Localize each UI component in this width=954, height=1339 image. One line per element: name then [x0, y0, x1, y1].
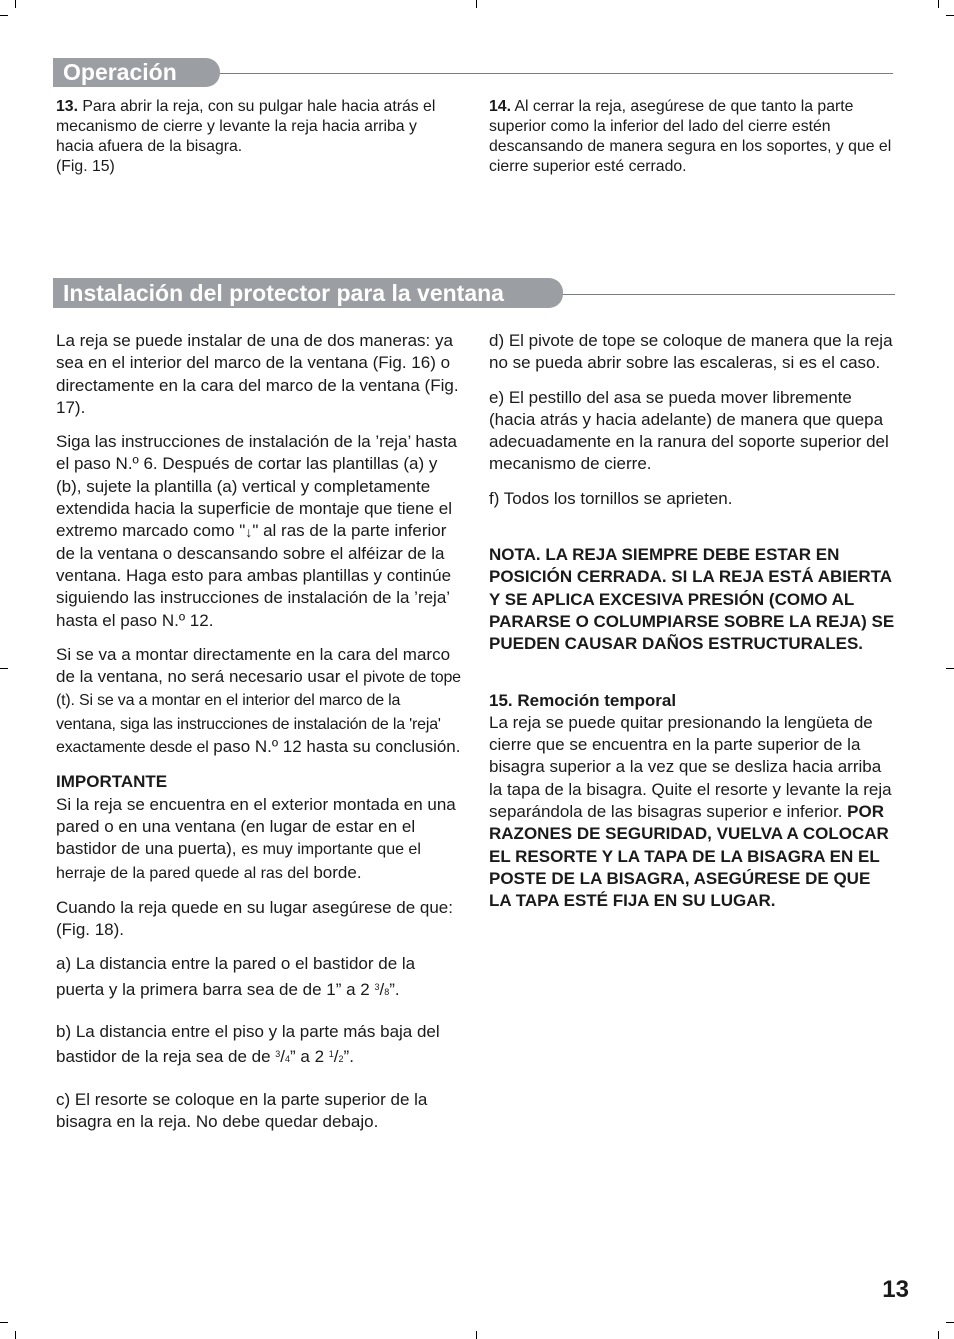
arrow-down-icon: ↓ — [245, 524, 253, 541]
paragraph: Cuando la reja quede en su lugar asegúrese de que: (Fig. 18). — [56, 897, 453, 940]
checklist-item-f: f) Todos los tornillos se aprieten. — [489, 488, 733, 508]
paragraph: Siga las instrucciones de instalación de la ’reja’ hasta el paso N.º 6. Después de cortar las plantillas (a) y (b), sujete la plantilla (a) vertical y completamente extendida hacia la superficie de montaje que tiene el extremo marcado como "↓" al ras de la parte inferior de la ventana o descansando sobre el alféizar de la ventana. Haga esto para ambas plantillas y continúe siguiendo las instrucciones de instalación de la ’reja’ hasta el paso N.º 12. — [56, 432, 457, 630]
step-15-heading: 15. Remoción temporal — [489, 690, 677, 710]
figure-ref: (Fig. 15) — [56, 158, 115, 175]
checklist-item-d: d) El pivote de tope se coloque de manera que la reja no se pueda abrir sobre las escaleras, si es el caso. — [489, 331, 893, 373]
crop-mark — [946, 15, 954, 16]
crop-mark — [0, 15, 8, 16]
section-title-instalacion: Instalación del protector para la ventana — [53, 278, 563, 308]
section-rule — [220, 73, 893, 74]
step-13 — [56, 97, 456, 177]
crop-mark — [946, 1322, 954, 1323]
step-number: 13. — [56, 98, 78, 115]
crop-mark — [476, 1331, 477, 1339]
important-note: IMPORTANTE Si la reja se encuentra en el exterior montada en una pared o en una ventana (en lugar de estar en el bastidor de una puerta), es muy importante que el herraje de la pared quede al ras del borde. — [56, 772, 456, 882]
checklist-item-b: b) La distancia entre el piso y la parte más baja del bastidor de la reja sea de de $^3$/4” a 2 $^1$/2”. — [56, 1022, 440, 1067]
crop-mark — [15, 0, 16, 8]
crop-mark — [0, 1322, 8, 1323]
section-title-operacion: Operación — [53, 58, 220, 87]
crop-mark — [938, 1331, 939, 1339]
crop-mark — [476, 0, 477, 8]
right-column — [489, 330, 897, 925]
step-15: 15. Remoción temporal La reja se puede quitar presionando la lengüeta de cierre que se encuentra en la parte superior de la bisagra superior a la vez que se desliza hacia arriba la tapa de la bisagra. Quite el resorte y levante la reja separándola de las bisagras superior e inferior. POR RAZONES DE SEGURIDAD, VUELVA A COLOCAR EL RESORTE Y LA TAPA DE LA BISAGRA EN EL POSTE DE LA BISAGRA, ASEGÚRESE DE QUE LA TAPA ESTÉ FIJA EN SU LUGAR. — [489, 690, 892, 911]
step-number: 14. — [489, 98, 511, 115]
warning-note: NOTA. LA REJA SIEMPRE DEBE ESTAR EN POSICIÓN CERRADA. SI LA REJA ESTÁ ABIERTA Y SE APLICA EXCESIVA PRESIÓN (COMO AL PARARSE O COLUMPIARSE SOBRE LA REJA) SE PUEDEN CAUSAR DAÑOS ESTRUCTURALES. — [489, 545, 895, 654]
step-14 — [489, 97, 894, 177]
paragraph: La reja se puede instalar de una de dos maneras: ya sea en el interior del marco de la ventana (Fig. 16) o directamente en la cara del marco de la ventana (Fig. 17). — [56, 331, 459, 417]
paragraph: Si se va a montar directamente en la cara del marco de la ventana, no será necesario usar el pivote de tope (t). Si se va a montar en el interior del marco de la ventana, siga las instrucciones de instalación de la 'reja' exactamente desde el paso N.º 12 hasta su conclusión. — [56, 644, 461, 757]
important-heading: IMPORTANTE — [56, 772, 168, 792]
section-rule — [563, 294, 895, 295]
crop-mark — [0, 668, 8, 669]
left-column — [56, 330, 464, 1145]
crop-mark — [938, 0, 939, 8]
page-number: 13 — [882, 1276, 909, 1303]
checklist-item-c: c) El resorte se coloque en la parte superior de la bisagra en la reja. No debe quedar debajo. — [56, 1089, 428, 1131]
checklist-item-a: a) La distancia entre la pared o el bastidor de la puerta y la primera barra sea de de 1” a 2 $^3$/8”. — [56, 954, 416, 999]
step-text: Al cerrar la reja, asegúrese de que tanto la parte superior como la inferior del lado del cierre estén descansando de manera segura en los soportes, y que el cierre superior esté cerrado. — [489, 98, 892, 175]
crop-mark — [15, 1331, 16, 1339]
step-text: Para abrir la reja, con su pulgar hale hacia atrás el mecanismo de cierre y levante la reja hacia arriba y hacia afuera de la bisagra. — [56, 98, 436, 155]
checklist-item-e: e) El pestillo del asa se pueda mover libremente (hacia atrás y hacia adelante) de manera que quepa adecuadamente en la ranura del soporte superior del mecanismo de cierre. — [489, 387, 889, 474]
crop-mark — [946, 668, 954, 669]
